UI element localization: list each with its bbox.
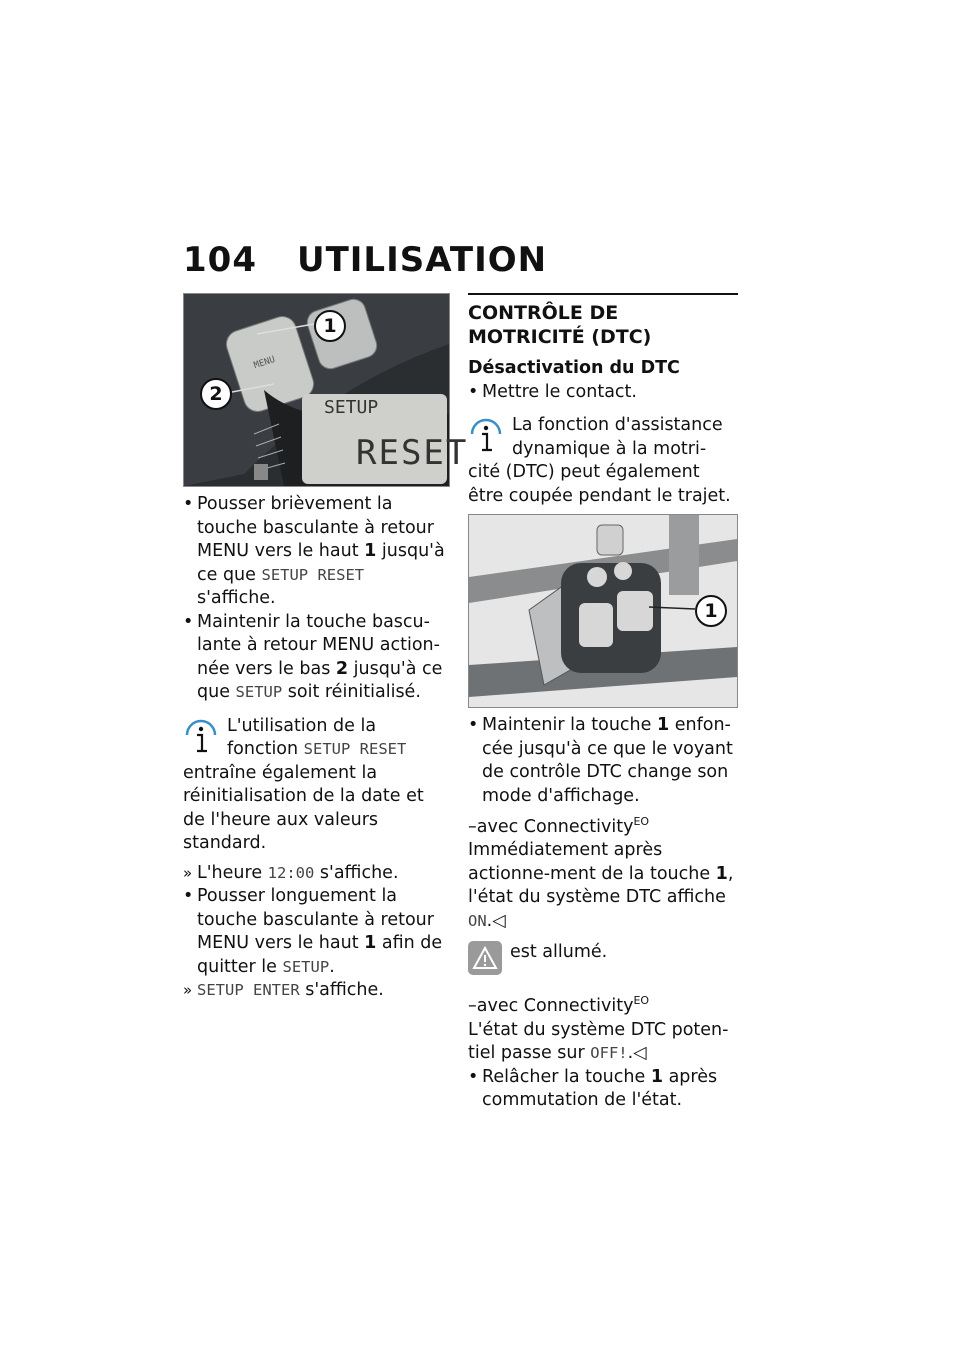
lcd-line2: RESET bbox=[356, 433, 469, 473]
callout-1: 1 bbox=[695, 595, 727, 627]
section-title: UTILISATION bbox=[296, 240, 548, 280]
right-steps-3 bbox=[468, 1066, 738, 1113]
callout-1: 1 bbox=[314, 310, 346, 342]
menu-button-label: MENU bbox=[252, 354, 277, 372]
callout-2: 2 bbox=[200, 378, 232, 410]
section-rule bbox=[468, 293, 738, 295]
dtc-state-on-text: Immédiatement après actionne-ment de la touche 1, l'état du système DTC affiche ON.◁ bbox=[468, 840, 734, 931]
info-icon bbox=[468, 416, 504, 456]
condition-connectivity-2: –avec Connectivity$^{EO}$ bbox=[468, 994, 650, 1017]
left-column bbox=[183, 293, 469, 1003]
handlebar-switch-photo bbox=[468, 514, 738, 708]
lcd-display bbox=[302, 394, 469, 484]
step-2: • Maintenir la touche bascu-lante à retour MENU action-née vers le bas 2 jusqu'à ce que SETUP soit réinitialisé. bbox=[183, 611, 448, 705]
section-heading: CONTRÔLE DE MOTRICITÉ (DTC) bbox=[468, 302, 652, 348]
warning-text: est allumé. bbox=[510, 942, 608, 963]
warning-lamp-row bbox=[468, 941, 738, 975]
right-steps-1 bbox=[468, 381, 738, 405]
step-ignition: • Mettre le contact. bbox=[468, 381, 738, 405]
left-steps bbox=[183, 493, 448, 705]
warning-triangle-icon bbox=[468, 941, 502, 975]
condition-connectivity-1: –avec Connectivity$^{EO}$ bbox=[468, 815, 650, 837]
lcd-line1: SETUP bbox=[324, 397, 379, 418]
dtc-state-off-text: L'état du système DTC poten-tiel passe sur OFF!.◁ bbox=[468, 1019, 729, 1064]
right-steps-2 bbox=[468, 714, 738, 808]
step-hold-button: • Maintenir la touche 1 enfon-cée jusqu'à ce que le voyant de contrôle DTC change son mode d'affichage. bbox=[468, 714, 738, 808]
page-header bbox=[183, 240, 547, 280]
right-column bbox=[468, 293, 738, 1113]
result-1: » L'heure 12:00 s'affiche. bbox=[183, 862, 448, 886]
info-icon bbox=[183, 717, 219, 757]
subheading: Désactivation du DTC bbox=[468, 358, 680, 378]
step-3: • Pousser longuement la touche basculante à retour MENU vers le haut 1 afin de quitter le SETUP. bbox=[183, 885, 448, 979]
left-steps-2 bbox=[183, 862, 448, 1003]
step-1: • Pousser brièvement la touche basculante à retour MENU vers le haut 1 jusqu'à ce que SETUP RESET s'affiche. bbox=[183, 493, 448, 611]
menu-button-photo bbox=[183, 293, 469, 487]
step-release-button: • Relâcher la touche 1 après commutation de l'état. bbox=[468, 1066, 738, 1113]
info-note: L'utilisation de la fonction SETUP RESET entraîne également la réinitialisation de la date et de l'heure aux valeurs standard. bbox=[183, 715, 424, 853]
result-2: » SETUP ENTER s'affiche. bbox=[183, 979, 448, 1003]
dtc-info-note: La fonction d'assistance dynamique à la motri-cité (DTC) peut également être coupée pendant le trajet. bbox=[468, 415, 731, 506]
page-number: 104 bbox=[183, 240, 257, 280]
